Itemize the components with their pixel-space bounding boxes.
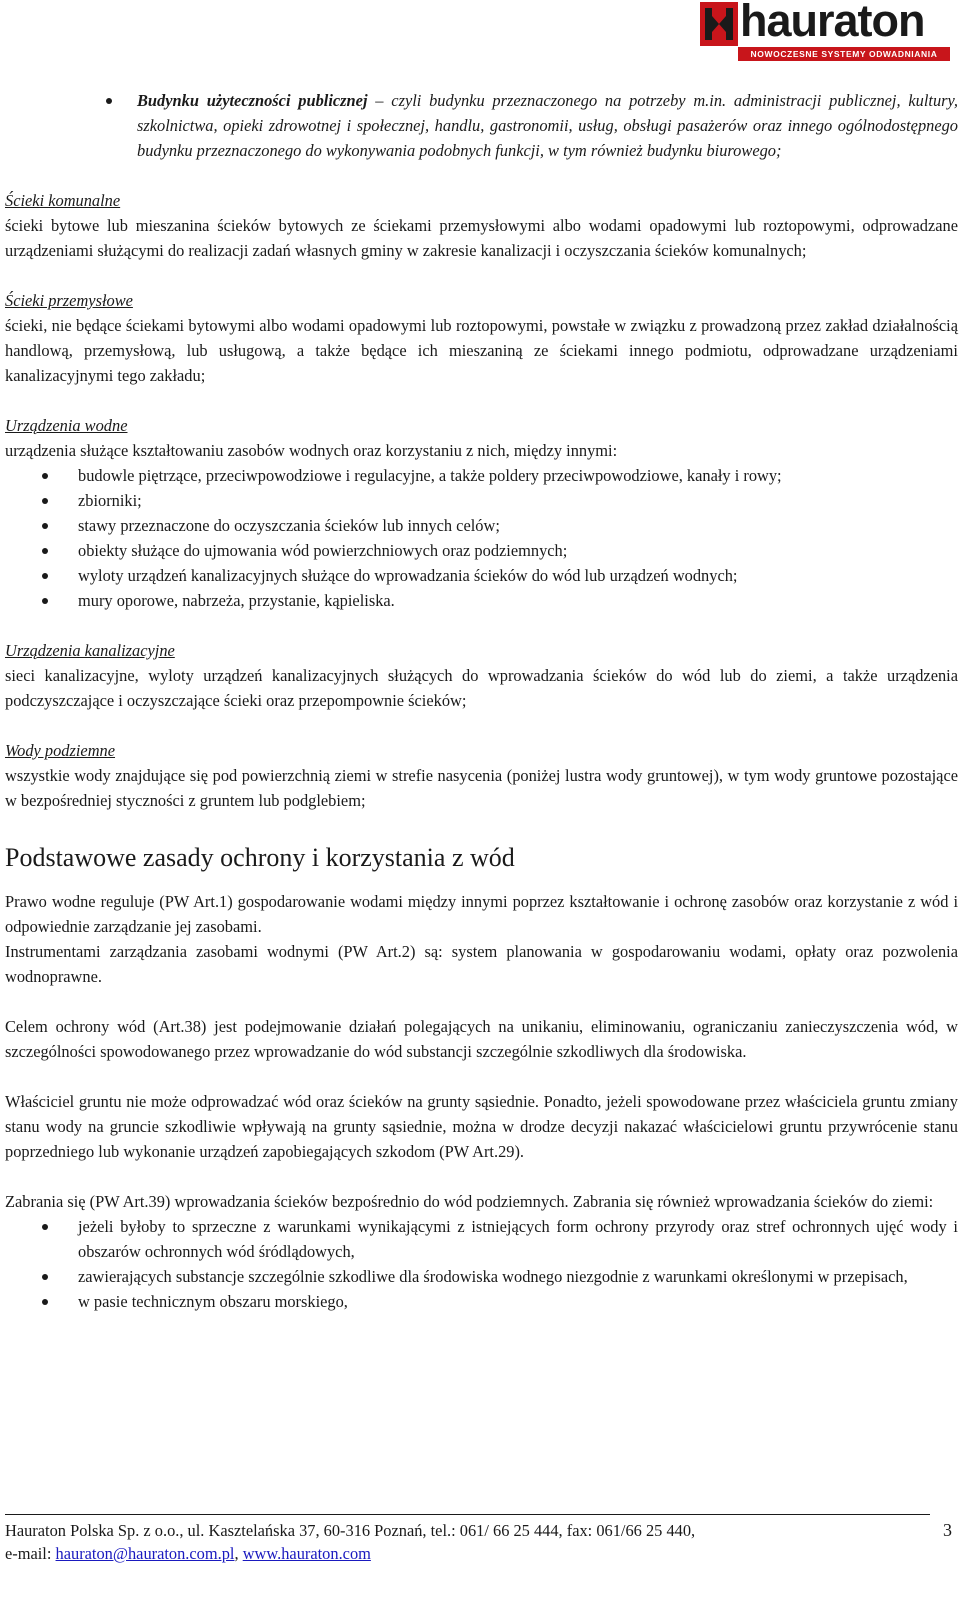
list-item: stawy przeznaczone do oczyszczania ścieków lub innych celów;: [5, 513, 958, 538]
list-item: obiekty służące do ujmowania wód powierzchniowych oraz podziemnych;: [5, 538, 958, 563]
footer-address: Hauraton Polska Sp. z o.o., ul. Kasztelańska 37, 60-316 Poznań, tel.: 061/ 66 25 444, fax: 061/66 25 440,: [5, 1521, 696, 1540]
list-item: wyloty urządzeń kanalizacyjnych służące do wprowadzania ścieków do wód lub urządzeń wodnych;: [5, 563, 958, 588]
page-footer: [5, 1514, 952, 1565]
bullet-icon: [42, 523, 48, 529]
intro-term: Budynku użyteczności publicznej: [137, 91, 368, 110]
section-heading: Podstawowe zasady ochrony i korzystania z wód: [5, 843, 515, 872]
definition-text: wszystkie wody znajdujące się pod powierzchnią ziemi w strefie nasycenia (poniżej lustra wody gruntowej), w tym wody gruntowe pozostające w bezpośredniej styczności z gruntem lub podglebiem;: [5, 766, 958, 810]
paragraph: Prawo wodne reguluje (PW Art.1) gospodarowanie wodami między innymi poprzez kształtowanie i ochronę zasobów oraz korzystanie z wód i odpowiednie zarządzanie jej zasobami.: [5, 892, 958, 936]
hauraton-logo-mark-icon: [700, 2, 738, 46]
definition-wody-podziemne: [5, 738, 958, 813]
definition-term: Urządzenia wodne: [5, 416, 128, 435]
bullet-icon: [42, 548, 48, 554]
intro-text: – czyli budynku przeznaczonego na potrzeby m.in. administracji publicznej, kultury, szkolnictwa, opieki zdrowotnej i społecznej, handlu, gastronomii, usług, obsługi pasażerów oraz innego ogólnodostępnego budynku przeznaczonego do wykonywania podobnych funkcji, w tym również budynku biurowego;: [137, 91, 958, 160]
list-item: zbiorniki;: [5, 488, 958, 513]
list-item: budowle piętrzące, przeciwpowodziowe i regulacyjne, a także poldery przeciwpowodziowe, kanały i rowy;: [5, 463, 958, 488]
bullet-icon: [106, 98, 112, 104]
footer-email-link[interactable]: hauraton@hauraton.com.pl: [55, 1544, 235, 1563]
definition-scieki-przemyslowe: [5, 288, 958, 388]
list-item: mury oporowe, nabrzeża, przystanie, kąpieliska.: [5, 588, 958, 613]
bullet-icon: [42, 1299, 48, 1305]
definition-term: Urządzenia kanalizacyjne: [5, 641, 175, 660]
logo-brand-text: hauraton: [740, 0, 925, 46]
bullet-icon: [42, 1274, 48, 1280]
definition-text: urządzenia służące kształtowaniu zasobów wodnych oraz korzystaniu z nich, między innymi:: [5, 441, 618, 460]
paragraph: Celem ochrony wód (Art.38) jest podejmowanie działań polegających na unikaniu, eliminowaniu, ograniczaniu zanieczyszczenia wód, w szczególności spowodowanego przez wprowadzanie do wód substancji szczególnie szkodliwych dla środowiska.: [5, 1017, 958, 1061]
definition-text: sieci kanalizacyjne, wyloty urządzeń kanalizacyjnych służących do wprowadzania ścieków do wód lub do ziemi, a także urządzenia podczyszczające i oczyszczające ścieki oraz przepompownie ścieków;: [5, 666, 958, 710]
definition-term: Ścieki przemysłowe: [5, 291, 133, 310]
document-body: [5, 88, 958, 1314]
definition-term: Wody podziemne: [5, 741, 116, 760]
paragraph: Zabrania się (PW Art.39) wprowadzania ścieków bezpośrednio do wód podziemnych. Zabrania się również wprowadzania ścieków do ziemi:: [5, 1192, 934, 1211]
bullet-icon: [42, 473, 48, 479]
footer-contact: e-mail: hauraton@hauraton.com.pl, www.hauraton.com: [5, 1544, 371, 1563]
bullet-icon: [42, 573, 48, 579]
page-number: 3: [943, 1520, 952, 1540]
paragraph: Instrumentami zarządzania zasobami wodnymi (PW Art.2) są: system planowania w gospodarowaniu wodami, opłaty oraz pozwolenia wodnoprawne.: [5, 942, 958, 986]
bullet-icon: [42, 498, 48, 504]
definition-term: Ścieki komunalne: [5, 191, 121, 210]
bullet-icon: [42, 598, 48, 604]
list-item: w pasie technicznym obszaru morskiego,: [5, 1289, 958, 1314]
list-item: jeżeli byłoby to sprzeczne z warunkami wynikającymi z istniejących form ochrony przyrody oraz stref ochronnych ujęć wody i obszarów ochronnych wód śródlądowych,: [5, 1214, 958, 1264]
definition-urzadzenia-kanalizacyjne: [5, 638, 958, 713]
water-devices-list: [5, 463, 958, 613]
definition-text: ścieki bytowe lub mieszanina ścieków bytowych ze ściekami przemysłowymi albo wodami opadowymi lub roztopowymi, odprowadzane urządzeniami służącymi do realizacji zadań własnych gminy w zakresie kanalizacji i oczyszczania ścieków komunalnych;: [5, 216, 958, 260]
definition-scieki-komunalne: [5, 188, 958, 263]
footer-email-label: e-mail:: [5, 1544, 56, 1563]
prohibitions-list: [5, 1214, 958, 1314]
list-item: [5, 88, 958, 163]
hauraton-logo: [700, 2, 956, 64]
definition-urzadzenia-wodne: [5, 413, 958, 613]
definition-text: ścieki, nie będące ściekami bytowymi albo wodami opadowymi lub roztopowymi, powstałe w związku z prowadzoną przez zakład działalnością handlową, przemysłową, lub usługową, a także będące ich mieszaniną ze ściekami innego podmiotu, odprowadzane urządzeniami kanalizacyjnymi tego zakładu;: [5, 316, 958, 385]
list-item: zawierających substancje szczególnie szkodliwe dla środowiska wodnego niezgodnie z warunkami określonymi w przepisach,: [5, 1264, 958, 1289]
footer-website-link[interactable]: www.hauraton.com: [242, 1544, 371, 1563]
intro-list: [5, 88, 958, 163]
bullet-icon: [42, 1224, 48, 1230]
logo-tagline: NOWOCZESNE SYSTEMY ODWADNIANIA: [738, 47, 950, 61]
paragraph: Właściciel gruntu nie może odprowadzać wód oraz ścieków na grunty sąsiednie. Ponadto, jeżeli spowodowane przez właściciela gruntu zmiany stanu wody na gruncie szkodliwie wpływają na grunty sąsiednie, można w drodze decyzji nakazać właścicielowi gruntu przywrócenie stanu poprzedniego lub wykonanie urządzeń zapobiegających szkodom (PW Art.29).: [5, 1092, 958, 1161]
